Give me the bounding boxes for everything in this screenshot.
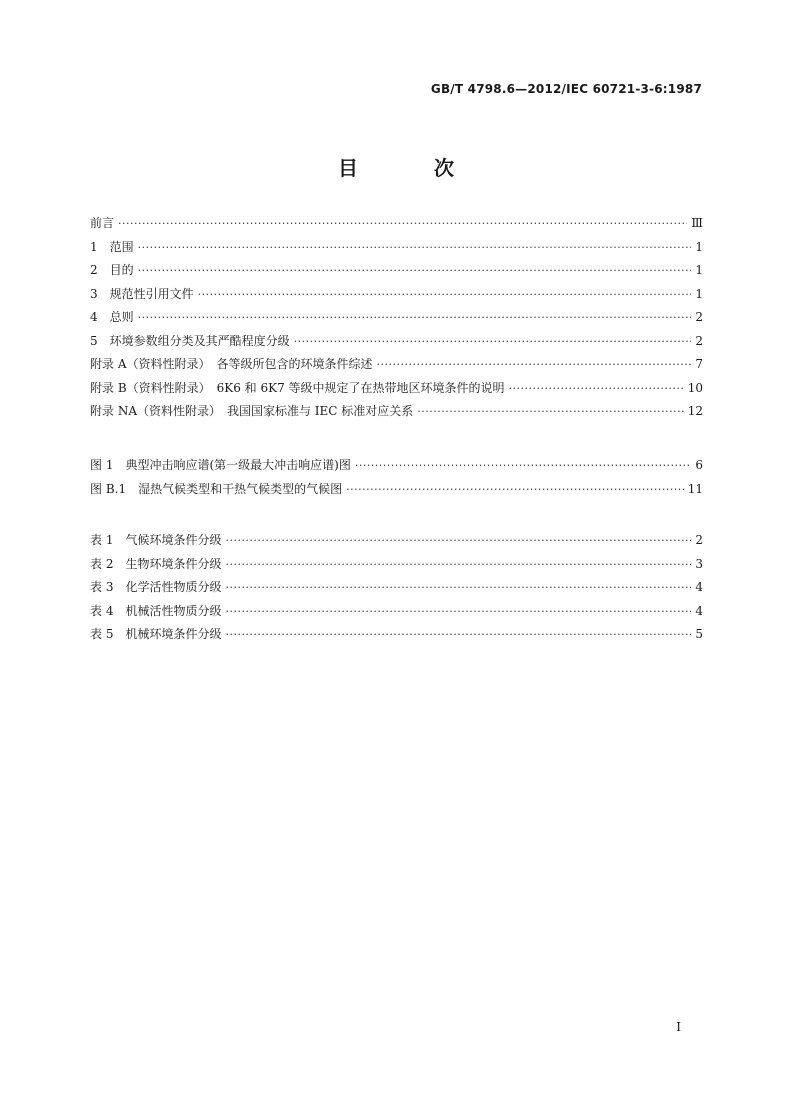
- leader-dots: [138, 311, 692, 324]
- toc-entry-page: 2: [695, 533, 703, 547]
- leader-dots: [355, 459, 692, 472]
- toc-entry-page: 11: [687, 481, 703, 496]
- toc-entry-page: 4: [695, 580, 703, 594]
- toc-entry-general[interactable]: [90, 308, 703, 332]
- toc-entry-label: 图 1 典型冲击响应谱(第一级最大冲击响应谱)图: [90, 458, 351, 472]
- toc-entry-page: 1: [695, 239, 703, 254]
- toc-tables: [90, 531, 703, 649]
- leader-dots: [509, 382, 684, 395]
- toc-figures: [90, 456, 703, 503]
- toc-entry-label: 图 B.1 湿热气候类型和干热气候类型的气候图: [90, 481, 343, 496]
- toc-entry-label: 5 环境参数组分类及其严酷程度分级: [90, 333, 290, 348]
- toc-entry-page: 2: [695, 333, 703, 348]
- toc-entry-label: 附录 A（资料性附录） 各等级所包含的环境条件综述: [90, 357, 373, 371]
- toc-entry-label: 表 2 生物环境条件分级: [90, 556, 222, 571]
- toc-entry-label: 1 范围: [90, 239, 134, 254]
- leader-dots: [225, 581, 691, 594]
- toc-entry-page: 10: [687, 380, 703, 395]
- toc-entry-foreword[interactable]: [90, 214, 703, 238]
- toc-entry-table-4[interactable]: [90, 602, 703, 626]
- toc-entry-page: 12: [687, 404, 703, 418]
- toc-entry-figure-1[interactable]: [90, 456, 703, 480]
- toc-entry-normative-references[interactable]: [90, 285, 703, 309]
- toc-entry-label: 表 3 化学活性物质分级: [90, 580, 222, 594]
- toc-entry-page: 6: [695, 458, 703, 472]
- toc-entry-purpose[interactable]: [90, 261, 703, 285]
- leader-dots: [346, 483, 684, 496]
- toc-entry-label: 2 目的: [90, 263, 134, 277]
- toc-entry-label: 4 总则: [90, 310, 134, 324]
- toc-entry-scope[interactable]: [90, 238, 703, 262]
- toc-entry-annex-na[interactable]: [90, 402, 703, 426]
- toc-entry-page: 7: [695, 357, 703, 371]
- leader-dots: [118, 217, 687, 230]
- toc-entry-page: 2: [695, 310, 703, 324]
- toc-entry-table-3[interactable]: [90, 578, 703, 602]
- leader-dots: [417, 405, 683, 418]
- page-number: I: [676, 1020, 681, 1034]
- leader-dots: [376, 358, 691, 371]
- standard-code: GB/T 4798.6—2012/IEC 60721-3-6:1987: [430, 82, 702, 96]
- toc-entry-label: 表 5 机械环境条件分级: [90, 627, 222, 641]
- toc-entry-label: 附录 B（资料性附录） 6K6 和 6K7 等级中规定了在热带地区环境条件的说明: [90, 380, 505, 395]
- toc-entry-annex-a[interactable]: [90, 355, 703, 379]
- toc-entry-annex-b[interactable]: [90, 379, 703, 403]
- leader-dots: [225, 558, 691, 571]
- page-title: 目 次: [338, 156, 482, 180]
- leader-dots: [198, 288, 692, 301]
- leader-dots: [225, 605, 691, 618]
- toc-entry-label: 3 规范性引用文件: [90, 286, 194, 301]
- toc-entry-classification[interactable]: [90, 332, 703, 356]
- leader-dots: [294, 335, 692, 348]
- leader-dots: [138, 241, 692, 254]
- toc-entry-page: Ⅲ: [691, 216, 703, 230]
- leader-dots: [225, 628, 691, 641]
- toc-entry-label: 附录 NA（资料性附录） 我国国家标准与 IEC 标准对应关系: [90, 404, 414, 418]
- leader-dots: [138, 264, 692, 277]
- leader-dots: [225, 534, 691, 547]
- toc-entry-label: 表 1 气候环境条件分级: [90, 533, 222, 547]
- toc-entry-table-1[interactable]: [90, 531, 703, 555]
- toc-entry-page: 5: [695, 627, 703, 641]
- toc-entry-page: 4: [695, 603, 703, 618]
- toc-entry-page: 1: [695, 286, 703, 301]
- toc-sections: [90, 214, 703, 426]
- toc-entry-page: 3: [695, 556, 703, 571]
- toc-entry-label: 表 4 机械活性物质分级: [90, 603, 222, 618]
- toc-entry-label: 前言: [90, 216, 115, 230]
- toc-entry-table-2[interactable]: [90, 555, 703, 579]
- toc-entry-table-5[interactable]: [90, 625, 703, 649]
- toc-entry-figure-b1[interactable]: [90, 480, 703, 504]
- toc-entry-page: 1: [695, 263, 703, 277]
